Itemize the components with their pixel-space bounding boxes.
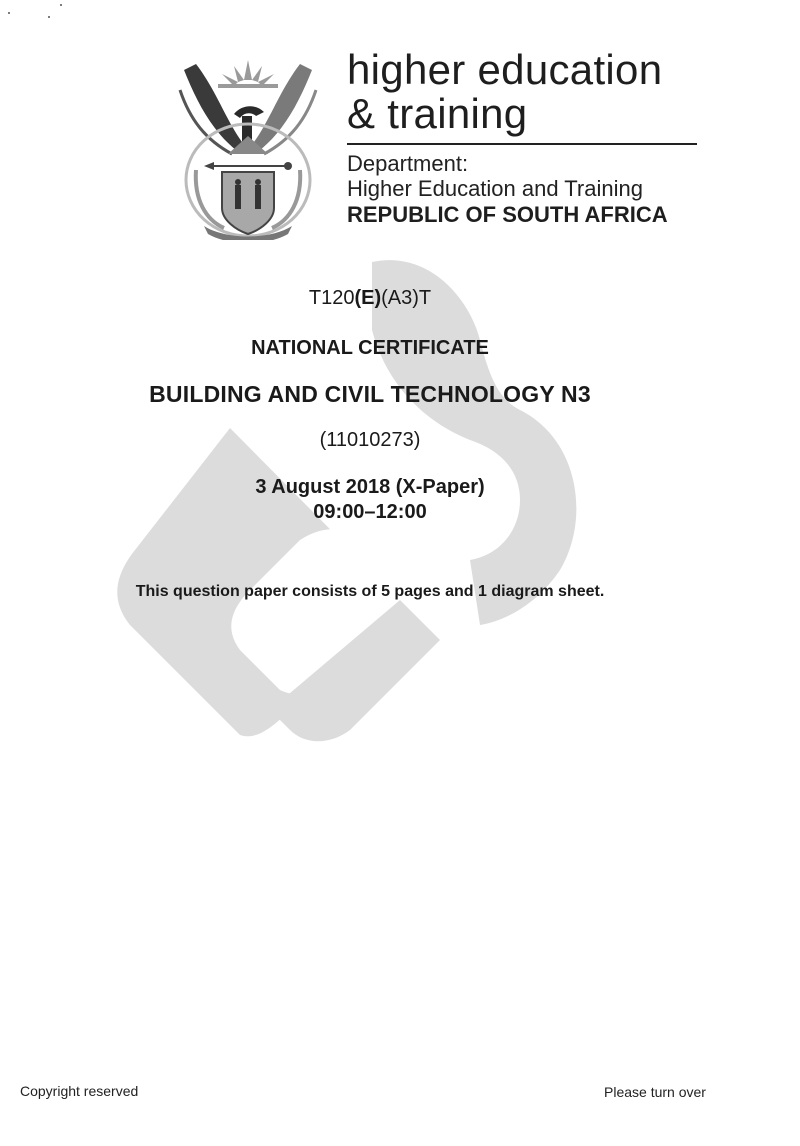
brand-divider — [347, 143, 697, 145]
paper-code-suffix: (A3)T — [381, 287, 432, 309]
exam-time: 09:00–12:00 — [313, 501, 427, 523]
department-label: Department: — [347, 151, 469, 176]
south-africa-coat-of-arms-icon — [176, 50, 320, 240]
paper-info: This question paper consists of 5 pages and 1 diagram sheet. — [135, 583, 605, 600]
exam-date: 3 August 2018 (X-Paper) — [255, 476, 485, 498]
brand-title-line2: & training — [347, 90, 528, 137]
footer-turn-over: Please turn over — [604, 1084, 706, 1100]
subject-title: BUILDING AND CIVIL TECHNOLOGY N3 — [149, 381, 591, 407]
scan-speck — [8, 12, 10, 14]
subject-code: (11010273) — [319, 429, 421, 451]
country-name: REPUBLIC OF SOUTH AFRICA — [347, 202, 668, 227]
paper-code-language: (E) — [354, 287, 382, 309]
department-name: Higher Education and Training — [347, 176, 643, 201]
scan-speck — [48, 16, 50, 18]
certificate-title: NATIONAL CERTIFICATE — [251, 337, 489, 359]
paper-code — [0, 286, 740, 310]
brand-title-line1: higher education — [347, 46, 663, 93]
paper-code-prefix: T120 — [308, 287, 355, 309]
scan-speck — [60, 4, 62, 6]
footer-copyright: Copyright reserved — [20, 1083, 139, 1099]
